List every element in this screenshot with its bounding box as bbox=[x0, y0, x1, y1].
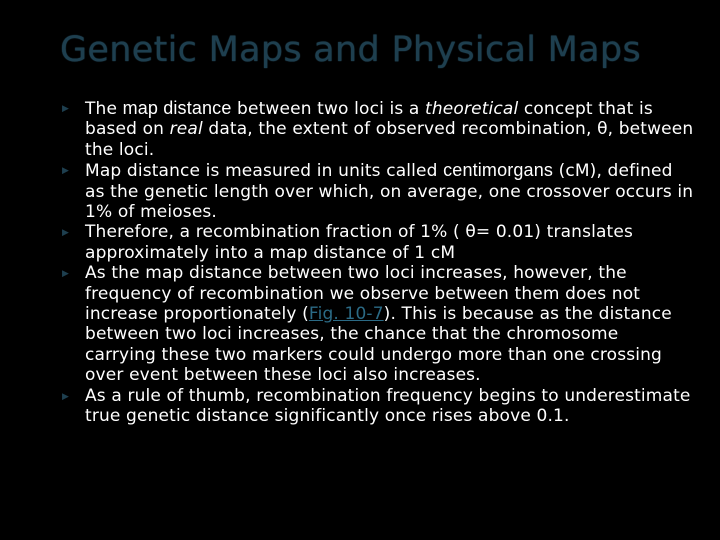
emphasis-real: real bbox=[169, 119, 203, 140]
triangle-bullet-icon: ▶ bbox=[62, 166, 70, 177]
bullet-item-recombination-fraction: ▶ Therefore, a recombination fraction of 1% ( θ= 0.01) translates approximately into a map distance of 1 cM bbox=[62, 222, 633, 263]
bullet-item-map-distance: ▶ The map distance between two loci is a theoretical concept that is based on real data, the extent of observed recombination, θ, between the loci. bbox=[62, 98, 694, 160]
bullet-item-distance-increase: ▶ As the map distance between two loci increases, however, the frequency of recombination we observe between them does not increase proportionately (Fig. 10-7). This is because as the distance between two loci increases, the chance that the chromosome carrying these two markers could undergo more than one crossing over event between these loci also increases. bbox=[62, 263, 672, 386]
term-centimorgans: centimorgans bbox=[443, 160, 554, 181]
term-map-distance: map distance bbox=[122, 98, 232, 118]
triangle-bullet-icon: ▶ bbox=[62, 269, 70, 280]
bullet-item-centimorgans: ▶ Map distance is measured in units called centimorgans (cM), defined as the genetic length over which, on average, one crossover occurs in 1% of meioses. bbox=[62, 160, 694, 223]
slide-title: Genetic Maps and Physical Maps bbox=[60, 30, 641, 70]
figure-link[interactable]: Fig. 10-7 bbox=[308, 304, 384, 325]
emphasis-theoretical: theoretical bbox=[425, 99, 519, 119]
triangle-bullet-icon: ▶ bbox=[62, 228, 70, 239]
triangle-bullet-icon: ▶ bbox=[62, 391, 70, 402]
bullet-list bbox=[62, 98, 694, 427]
bullet-item-rule-of-thumb: ▶ As a rule of thumb, recombination frequency begins to underestimate true genetic distance significantly once rises above 0.1. bbox=[62, 385, 691, 427]
triangle-bullet-icon: ▶ bbox=[62, 104, 70, 114]
